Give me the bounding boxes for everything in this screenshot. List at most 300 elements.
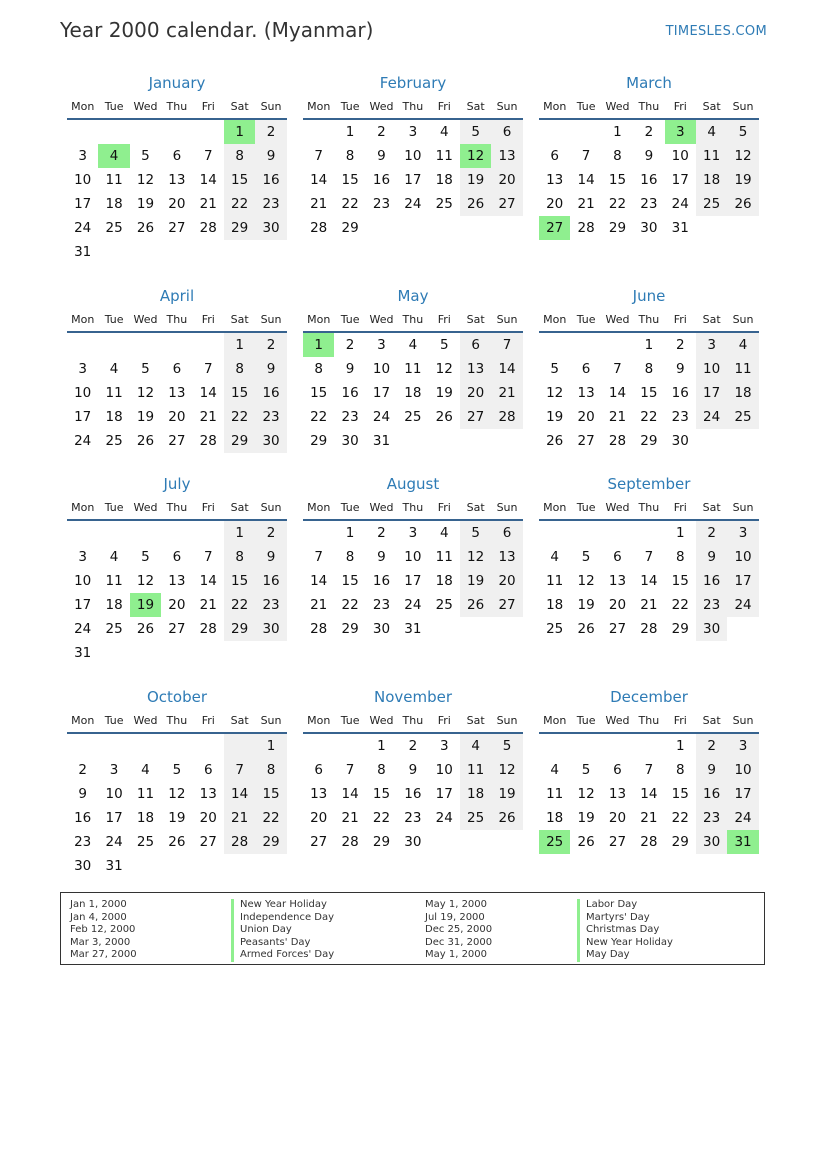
day-cell: 6 [491, 120, 522, 144]
weekday-label: Thu [402, 501, 424, 514]
week-row [67, 144, 287, 168]
day-cell: 16 [341, 385, 359, 401]
day-cell: 13 [608, 786, 627, 802]
day-cell: 4 [141, 762, 150, 778]
day-cell: 12 [577, 786, 595, 802]
empty-day-cell [397, 216, 428, 240]
week-row [67, 782, 287, 806]
day-cell: 28 [310, 621, 328, 637]
empty-day-cell [491, 429, 522, 453]
empty-day-cell [67, 120, 98, 144]
holiday-day-cell: 4 [98, 144, 129, 168]
day-cell: 6 [172, 361, 182, 377]
legend-date: Mar 3, 2000 [70, 936, 131, 948]
day-cell: 23 [640, 196, 658, 212]
day-cell: 21 [640, 597, 658, 613]
day-cell: 17 [74, 196, 92, 212]
week-row [67, 569, 287, 593]
day-cell: 14 [199, 573, 217, 589]
day-cell: 7 [314, 549, 323, 565]
day-cell: 22 [310, 409, 328, 425]
weekday-label: Sun [496, 501, 518, 514]
day-cell: 22 [671, 810, 689, 826]
day-cell: 27 [460, 405, 491, 429]
weekday-label: Wed [605, 100, 630, 113]
day-cell: 21 [310, 196, 328, 212]
weekday-label: Sat [702, 501, 721, 514]
day-cell: 6 [314, 762, 323, 778]
day-cell: 5 [141, 549, 150, 565]
day-cell: 14 [341, 786, 359, 802]
day-cell: 28 [577, 220, 595, 236]
empty-day-cell [696, 216, 727, 240]
legend-holiday-name: Martyrs' Day [577, 912, 673, 925]
empty-day-cell [193, 854, 224, 878]
day-cell: 23 [341, 409, 359, 425]
day-cell: 24 [372, 409, 391, 425]
day-cell: 24 [74, 433, 92, 449]
weekday-label: Mon [543, 714, 567, 727]
day-cell: 4 [696, 120, 727, 144]
day-cell: 22 [671, 597, 689, 613]
day-cell: 17 [74, 597, 92, 613]
empty-day-cell [161, 333, 192, 357]
day-cell: 22 [224, 593, 255, 617]
legend-date: May 1, 2000 [425, 949, 488, 961]
empty-day-cell [161, 641, 192, 665]
day-cell: 16 [255, 168, 286, 192]
day-cell: 28 [199, 433, 217, 449]
day-cell: 5 [460, 120, 491, 144]
day-cell: 4 [439, 525, 449, 541]
month-december [539, 684, 759, 854]
weekday-label: Mon [307, 501, 331, 514]
day-cell: 19 [168, 810, 186, 826]
day-cell: 11 [546, 786, 564, 802]
weekday-header [539, 309, 759, 333]
day-cell: 3 [727, 521, 758, 545]
day-cell: 18 [546, 810, 564, 826]
weekday-label: Wed [133, 714, 158, 727]
empty-day-cell [130, 521, 161, 545]
day-cell: 28 [640, 834, 658, 850]
week-row [303, 806, 523, 830]
day-cell: 24 [404, 196, 422, 212]
weekday-label: Tue [104, 100, 124, 113]
day-cell: 9 [696, 758, 727, 782]
month-title: February [379, 74, 447, 92]
empty-day-cell [98, 333, 129, 357]
day-cell: 17 [74, 409, 92, 425]
week-row [303, 593, 523, 617]
weekday-label: Thu [402, 313, 424, 326]
day-cell: 9 [345, 361, 355, 377]
weekday-label: Thu [638, 313, 660, 326]
day-cell: 20 [168, 409, 186, 425]
day-cell: 2 [696, 734, 727, 758]
day-cell: 18 [696, 168, 727, 192]
day-cell: 8 [613, 148, 622, 164]
day-cell: 28 [341, 834, 359, 850]
weekday-header [539, 497, 759, 521]
day-cell: 15 [224, 569, 255, 593]
day-cell: 20 [608, 597, 627, 613]
day-cell: 26 [168, 834, 186, 850]
day-cell: 15 [608, 172, 627, 188]
day-cell: 13 [310, 786, 328, 802]
empty-day-cell [429, 617, 460, 641]
day-cell: 19 [136, 196, 155, 212]
day-cell: 7 [644, 549, 654, 565]
empty-day-cell [366, 216, 397, 240]
day-cell: 15 [255, 782, 286, 806]
day-cell: 4 [550, 762, 559, 778]
empty-day-cell [429, 830, 460, 854]
week-row [67, 216, 287, 240]
day-cell: 10 [435, 762, 453, 778]
week-row [67, 593, 287, 617]
day-cell: 1 [613, 124, 622, 140]
weekday-label: Mon [307, 100, 331, 113]
day-cell: 13 [460, 357, 491, 381]
week-row [67, 120, 287, 144]
day-cell: 10 [671, 148, 689, 164]
week-row [67, 168, 287, 192]
weekday-label: Fri [673, 100, 687, 113]
day-cell: 9 [644, 148, 654, 164]
weekday-label: Thu [166, 313, 188, 326]
weekday-label: Wed [133, 100, 158, 113]
day-cell: 8 [644, 361, 654, 377]
day-cell: 15 [640, 385, 658, 401]
weekday-label: Wed [369, 714, 394, 727]
day-cell: 8 [675, 762, 685, 778]
legend-holiday-name: May Day [577, 949, 673, 962]
weekday-label: Fri [673, 313, 687, 326]
holiday-day-cell: 25 [539, 830, 570, 854]
empty-day-cell [429, 216, 460, 240]
day-cell: 20 [546, 196, 564, 212]
day-cell: 25 [404, 409, 422, 425]
day-cell: 16 [372, 573, 391, 589]
day-cell: 27 [608, 834, 627, 850]
day-cell: 14 [224, 782, 255, 806]
month-july [67, 471, 287, 665]
day-cell: 3 [727, 734, 758, 758]
day-cell: 17 [105, 810, 123, 826]
day-cell: 27 [168, 621, 186, 637]
day-cell: 11 [460, 758, 491, 782]
empty-day-cell [303, 521, 334, 545]
day-cell: 8 [314, 361, 323, 377]
weekday-label: Fri [673, 714, 687, 727]
day-cell: 24 [435, 810, 453, 826]
month-title: November [373, 688, 453, 706]
empty-day-cell [460, 830, 491, 854]
week-row [303, 381, 523, 405]
weekday-label: Mon [71, 313, 95, 326]
day-cell: 31 [404, 621, 422, 637]
day-cell: 28 [640, 621, 658, 637]
day-cell: 6 [491, 521, 522, 545]
day-cell: 19 [435, 385, 453, 401]
day-cell: 8 [377, 762, 386, 778]
week-row [67, 429, 287, 453]
empty-day-cell [255, 641, 286, 665]
weekday-label: Sat [466, 501, 485, 514]
weekday-label: Fri [437, 313, 451, 326]
month-title: August [386, 475, 440, 493]
day-cell: 13 [168, 573, 186, 589]
week-row [67, 381, 287, 405]
weekday-label: Mon [307, 313, 331, 326]
day-cell: 6 [172, 549, 182, 565]
empty-day-cell [633, 521, 664, 545]
empty-day-cell [98, 521, 129, 545]
holiday-day-cell: 19 [130, 593, 161, 617]
holiday-day-cell: 12 [460, 144, 491, 168]
week-row [539, 782, 759, 806]
month-title: September [607, 475, 691, 493]
week-row [539, 333, 759, 357]
empty-day-cell [303, 734, 334, 758]
day-cell: 24 [696, 405, 727, 429]
empty-day-cell [602, 333, 633, 357]
weekday-header [67, 309, 287, 333]
weekday-label: Fri [437, 501, 451, 514]
month-october [67, 684, 287, 878]
day-cell: 5 [172, 762, 182, 778]
day-cell: 21 [199, 196, 217, 212]
legend-names-column-1 [231, 899, 334, 962]
month-april [67, 283, 287, 453]
day-cell: 27 [168, 433, 186, 449]
legend-holiday-name: Union Day [231, 924, 334, 937]
day-cell: 31 [74, 645, 92, 661]
day-cell: 26 [136, 220, 155, 236]
day-cell: 6 [550, 148, 559, 164]
day-cell: 18 [105, 409, 123, 425]
day-cell: 28 [199, 621, 217, 637]
legend-date: Mar 27, 2000 [70, 949, 137, 961]
day-cell: 6 [172, 148, 182, 164]
day-cell: 15 [671, 786, 689, 802]
holiday-day-cell: 31 [727, 830, 758, 854]
week-row [67, 617, 287, 641]
empty-day-cell [193, 734, 224, 758]
day-cell: 1 [345, 124, 355, 140]
day-cell: 17 [696, 381, 727, 405]
day-cell: 19 [577, 810, 595, 826]
day-cell: 27 [199, 834, 217, 850]
day-cell: 23 [696, 593, 727, 617]
day-cell: 1 [675, 525, 685, 541]
day-cell: 29 [310, 433, 328, 449]
day-cell: 2 [255, 333, 286, 357]
week-row [539, 830, 759, 854]
day-cell: 3 [408, 525, 418, 541]
week-row [303, 545, 523, 569]
empty-day-cell [67, 521, 98, 545]
day-cell: 17 [404, 573, 422, 589]
legend-holiday-name: Peasants' Day [231, 937, 334, 950]
weekday-label: Wed [369, 501, 394, 514]
week-row [303, 830, 523, 854]
day-cell: 3 [78, 361, 87, 377]
day-cell: 18 [460, 782, 491, 806]
day-cell: 27 [168, 220, 186, 236]
week-row [539, 617, 759, 641]
week-row [303, 357, 523, 381]
day-cell: 5 [727, 120, 758, 144]
day-cell: 3 [439, 738, 449, 754]
day-cell: 15 [224, 381, 255, 405]
week-row [303, 521, 523, 545]
day-cell: 28 [491, 405, 522, 429]
weekday-label: Tue [340, 714, 360, 727]
site-link[interactable]: TIMESLES.COM [665, 24, 767, 39]
empty-day-cell [460, 216, 491, 240]
day-cell: 5 [581, 762, 591, 778]
legend-date: Dec 25, 2000 [425, 924, 493, 936]
day-cell: 15 [224, 168, 255, 192]
day-cell: 12 [727, 144, 758, 168]
weekday-label: Sat [230, 100, 249, 113]
week-row [539, 216, 759, 240]
day-cell: 20 [460, 381, 491, 405]
day-cell: 21 [310, 597, 328, 613]
weekday-label: Tue [576, 100, 596, 113]
day-cell: 26 [727, 192, 758, 216]
day-cell: 21 [577, 196, 595, 212]
day-cell: 5 [491, 734, 522, 758]
day-cell: 27 [608, 621, 627, 637]
weekday-label: Sat [230, 313, 249, 326]
day-cell: 18 [435, 172, 453, 188]
day-cell: 9 [255, 545, 286, 569]
week-row [539, 545, 759, 569]
day-cell: 14 [577, 172, 595, 188]
day-cell: 13 [491, 545, 522, 569]
weekday-label: Tue [340, 100, 360, 113]
day-cell: 23 [255, 593, 286, 617]
day-cell: 28 [608, 433, 627, 449]
weekday-label: Wed [605, 501, 630, 514]
week-row [67, 357, 287, 381]
day-cell: 17 [435, 786, 453, 802]
weekday-label: Wed [133, 313, 158, 326]
day-cell: 30 [341, 433, 359, 449]
weekday-label: Fri [201, 714, 215, 727]
weekday-header [67, 497, 287, 521]
day-cell: 21 [491, 381, 522, 405]
day-cell: 25 [460, 806, 491, 830]
day-cell: 29 [341, 220, 359, 236]
weekday-header [303, 497, 523, 521]
month-title: July [163, 475, 191, 493]
day-cell: 16 [74, 810, 92, 826]
day-cell: 8 [224, 545, 255, 569]
day-cell: 20 [577, 409, 595, 425]
empty-day-cell [224, 734, 255, 758]
day-cell: 14 [199, 172, 217, 188]
day-cell: 24 [671, 196, 689, 212]
day-cell: 2 [377, 525, 386, 541]
empty-day-cell [570, 333, 601, 357]
day-cell: 13 [577, 385, 595, 401]
empty-day-cell [696, 429, 727, 453]
day-cell: 9 [255, 357, 286, 381]
week-row [303, 569, 523, 593]
day-cell: 3 [109, 762, 119, 778]
day-cell: 2 [345, 337, 355, 353]
day-cell: 12 [435, 361, 453, 377]
empty-day-cell [491, 216, 522, 240]
day-cell: 4 [408, 337, 418, 353]
day-cell: 3 [377, 337, 386, 353]
day-cell: 20 [168, 597, 186, 613]
day-cell: 29 [224, 617, 255, 641]
day-cell: 11 [727, 357, 758, 381]
day-cell: 7 [224, 758, 255, 782]
day-cell: 29 [640, 433, 658, 449]
day-cell: 17 [671, 172, 689, 188]
empty-day-cell [130, 854, 161, 878]
day-cell: 25 [727, 405, 758, 429]
weekday-header [539, 710, 759, 734]
empty-day-cell [727, 429, 758, 453]
day-cell: 18 [105, 597, 123, 613]
day-cell: 3 [696, 333, 727, 357]
day-cell: 25 [105, 433, 123, 449]
weekday-label: Sun [260, 100, 282, 113]
week-row [67, 641, 287, 665]
month-september [539, 471, 759, 641]
week-row [539, 734, 759, 758]
day-cell: 5 [141, 361, 150, 377]
weekday-label: Sun [496, 313, 518, 326]
holiday-day-cell: 3 [665, 120, 696, 144]
empty-day-cell [98, 734, 129, 758]
day-cell: 15 [341, 573, 359, 589]
day-cell: 24 [74, 220, 92, 236]
weekday-label: Sat [230, 501, 249, 514]
week-row [303, 782, 523, 806]
day-cell: 12 [460, 545, 491, 569]
weekday-label: Thu [638, 501, 660, 514]
day-cell: 28 [310, 220, 328, 236]
day-cell: 25 [136, 834, 155, 850]
weekday-label: Sat [466, 100, 485, 113]
weekday-label: Wed [369, 100, 394, 113]
legend-date: Jul 19, 2000 [425, 911, 485, 923]
month-title: March [626, 74, 672, 92]
day-cell: 31 [372, 433, 391, 449]
day-cell: 17 [727, 782, 758, 806]
week-row [67, 854, 287, 878]
weekday-label: Mon [307, 714, 331, 727]
week-row [539, 429, 759, 453]
legend-holiday-name: New Year Holiday [577, 937, 673, 950]
weekday-header [67, 710, 287, 734]
day-cell: 1 [345, 525, 355, 541]
week-row [67, 758, 287, 782]
day-cell: 19 [136, 409, 155, 425]
day-cell: 21 [341, 810, 359, 826]
day-cell: 23 [372, 597, 391, 613]
day-cell: 2 [644, 124, 654, 140]
empty-day-cell [255, 240, 286, 264]
